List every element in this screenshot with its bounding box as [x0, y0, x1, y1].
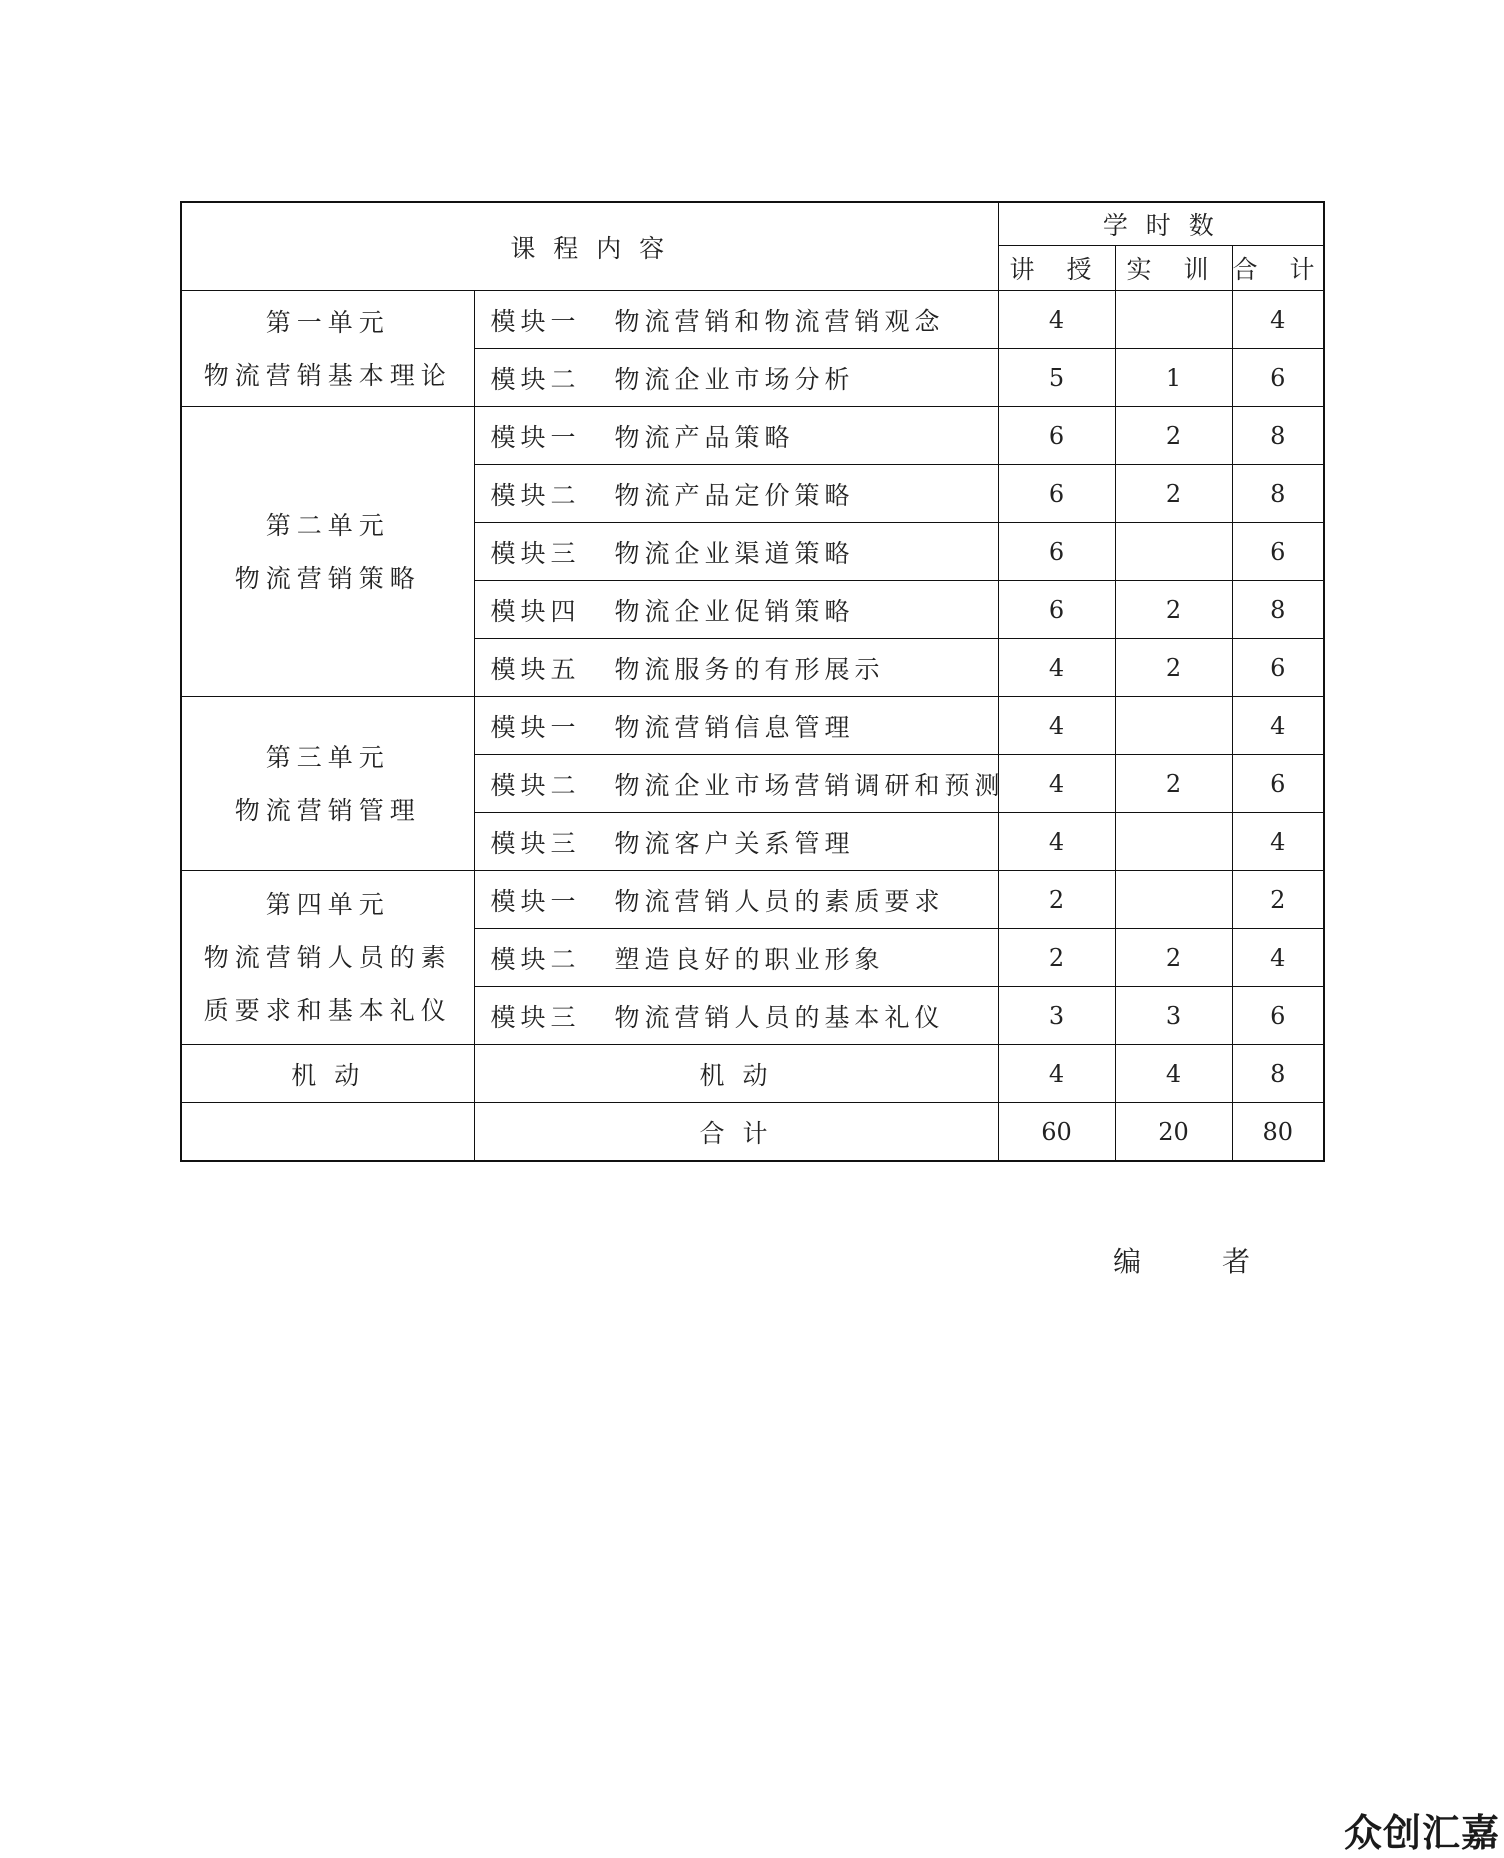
module-title: 物流服务的有形展示 [614, 654, 885, 684]
unit-name-line: 物流营销管理 [234, 795, 421, 825]
flex-unit-cell: 机 动 [181, 1045, 474, 1103]
practice-hours-cell: 1 [1115, 349, 1232, 407]
unit-cell [181, 291, 474, 407]
module-title: 物流产品策略 [614, 422, 795, 452]
unit-title: 第四单元 [265, 890, 390, 919]
module-cell [474, 871, 998, 929]
lecture-hours-cell: 2 [998, 871, 1115, 929]
lecture-hours-cell: 5 [998, 349, 1115, 407]
lecture-hours-cell: 6 [998, 581, 1115, 639]
total-label-cell: 合 计 [474, 1103, 998, 1162]
module-code: 模块一 [490, 886, 581, 916]
unit-cell [181, 697, 474, 871]
header-course-content: 课 程 内 容 [181, 202, 998, 291]
total-row [181, 1103, 1324, 1162]
lecture-hours-cell: 4 [998, 755, 1115, 813]
total-hours-cell: 6 [1232, 755, 1324, 813]
lecture-hours-cell: 4 [998, 697, 1115, 755]
header-hours: 学 时 数 [998, 202, 1324, 246]
total-hours-cell: 8 [1232, 581, 1324, 639]
total-hours-cell: 4 [1232, 291, 1324, 349]
practice-hours-cell [1115, 697, 1232, 755]
total-lecture-cell: 60 [998, 1103, 1115, 1162]
module-title: 物流营销信息管理 [614, 712, 855, 742]
module-title: 物流产品定价策略 [614, 480, 855, 510]
unit-name-line: 物流营销策略 [234, 563, 421, 593]
module-cell [474, 639, 998, 697]
total-total-cell: 80 [1232, 1103, 1324, 1162]
module-title: 物流企业渠道策略 [614, 538, 855, 568]
unit-cell [181, 871, 474, 1045]
flex-row [181, 1045, 1324, 1103]
practice-hours-cell [1115, 813, 1232, 871]
module-title: 物流营销和物流营销观念 [614, 306, 945, 336]
module-cell [474, 581, 998, 639]
unit-name-line: 物流营销人员的素 [203, 943, 452, 972]
total-hours-cell: 4 [1232, 929, 1324, 987]
module-code: 模块一 [490, 422, 581, 452]
unit-title: 第三单元 [265, 742, 390, 772]
module-cell [474, 987, 998, 1045]
module-code: 模块四 [490, 596, 581, 626]
module-title: 物流企业促销策略 [614, 596, 855, 626]
header-lecture: 讲 授 [998, 246, 1115, 291]
total-hours-cell: 6 [1232, 639, 1324, 697]
practice-hours-cell [1115, 523, 1232, 581]
table-row [181, 871, 1324, 929]
module-title: 物流客户关系管理 [614, 828, 855, 858]
module-cell [474, 523, 998, 581]
lecture-hours-cell: 3 [998, 987, 1115, 1045]
total-hours-cell: 8 [1232, 465, 1324, 523]
header-practice: 实 训 [1115, 246, 1232, 291]
flex-practice-cell: 4 [1115, 1045, 1232, 1103]
unit-title: 第二单元 [265, 510, 390, 540]
table-row [181, 697, 1324, 755]
module-cell [474, 349, 998, 407]
unit-title: 第一单元 [265, 307, 390, 337]
total-hours-cell: 8 [1232, 407, 1324, 465]
module-cell [474, 697, 998, 755]
practice-hours-cell: 3 [1115, 987, 1232, 1045]
total-hours-cell: 4 [1232, 697, 1324, 755]
lecture-hours-cell: 2 [998, 929, 1115, 987]
practice-hours-cell: 2 [1115, 465, 1232, 523]
flex-lecture-cell: 4 [998, 1045, 1115, 1103]
lecture-hours-cell: 4 [998, 813, 1115, 871]
practice-hours-cell: 2 [1115, 755, 1232, 813]
total-empty-cell [181, 1103, 474, 1162]
module-title: 物流企业市场营销调研和预测 [614, 770, 1005, 800]
module-code: 模块二 [490, 944, 581, 974]
practice-hours-cell [1115, 291, 1232, 349]
practice-hours-cell: 2 [1115, 639, 1232, 697]
lecture-hours-cell: 4 [998, 639, 1115, 697]
unit-name-line: 物流营销基本理论 [203, 360, 452, 390]
module-code: 模块三 [490, 1002, 581, 1032]
module-code: 模块二 [490, 364, 581, 394]
practice-hours-cell: 2 [1115, 929, 1232, 987]
module-code: 模块二 [490, 480, 581, 510]
module-cell [474, 929, 998, 987]
total-hours-cell: 4 [1232, 813, 1324, 871]
course-hours-table [180, 201, 1325, 1162]
lecture-hours-cell: 4 [998, 291, 1115, 349]
practice-hours-cell [1115, 871, 1232, 929]
total-hours-cell: 6 [1232, 523, 1324, 581]
module-title: 物流企业市场分析 [614, 364, 855, 394]
lecture-hours-cell: 6 [998, 407, 1115, 465]
total-hours-cell: 6 [1232, 987, 1324, 1045]
lecture-hours-cell: 6 [998, 523, 1115, 581]
total-hours-cell: 2 [1232, 871, 1324, 929]
table-row [181, 407, 1324, 465]
practice-hours-cell: 2 [1115, 407, 1232, 465]
module-code: 模块五 [490, 654, 581, 684]
module-cell [474, 813, 998, 871]
module-cell [474, 291, 998, 349]
watermark: 众创汇嘉 [1340, 1812, 1504, 1858]
module-code: 模块二 [490, 770, 581, 800]
module-code: 模块三 [490, 538, 581, 568]
module-title: 物流营销人员的素质要求 [614, 886, 945, 916]
module-code: 模块一 [490, 712, 581, 742]
practice-hours-cell: 2 [1115, 581, 1232, 639]
module-code: 模块一 [490, 306, 581, 336]
header-total: 合 计 [1232, 246, 1324, 291]
module-cell [474, 407, 998, 465]
unit-name-line: 质要求和基本礼仪 [203, 996, 452, 1025]
module-title: 塑造良好的职业形象 [614, 944, 885, 974]
author-signature: 编 者 [1113, 1245, 1286, 1278]
lecture-hours-cell: 6 [998, 465, 1115, 523]
module-title: 物流营销人员的基本礼仪 [614, 1002, 945, 1032]
module-cell [474, 755, 1005, 813]
total-practice-cell: 20 [1115, 1103, 1232, 1162]
table-row [181, 291, 1324, 349]
total-hours-cell: 6 [1232, 349, 1324, 407]
flex-total-cell: 8 [1232, 1045, 1324, 1103]
unit-cell [181, 407, 474, 697]
flex-content-cell: 机 动 [474, 1045, 998, 1103]
module-code: 模块三 [490, 828, 581, 858]
module-cell [474, 465, 998, 523]
